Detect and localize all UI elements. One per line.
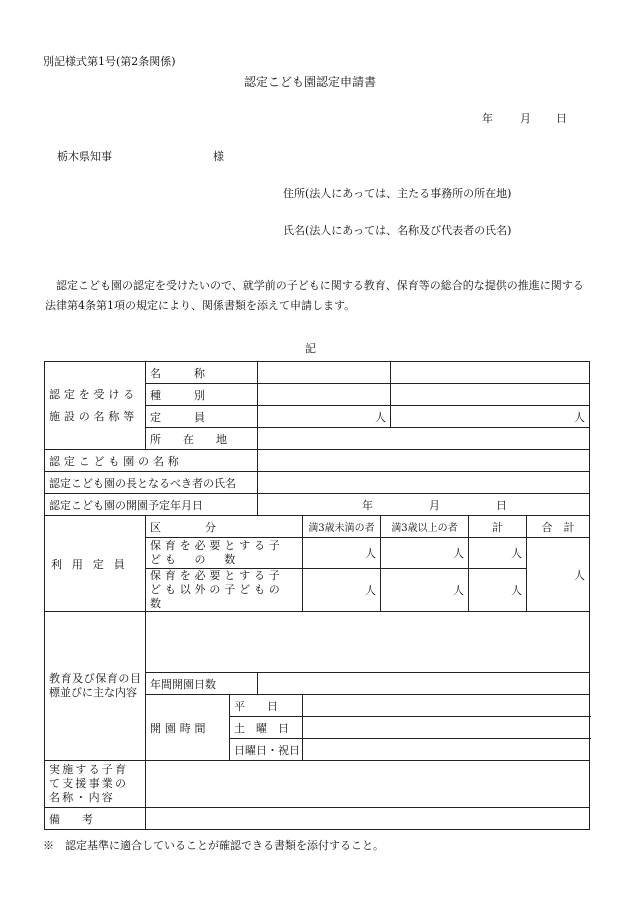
sunday-holiday-hours-value[interactable] [303, 739, 590, 761]
opening-date-value[interactable] [258, 494, 590, 516]
name-label: 氏名(法人にあっては、名称及び代表者の氏名) [283, 224, 512, 237]
weekday-hours-value[interactable] [303, 695, 590, 717]
need-care-label: 保育を必要とする子ども の 数 [146, 538, 303, 569]
annual-days-value[interactable] [258, 673, 590, 695]
col-total: 計 [469, 516, 527, 538]
remarks-label: 備 考 [45, 808, 146, 830]
director-name-value[interactable] [258, 472, 590, 494]
col-over3: 満3歳以上の者 [381, 516, 469, 538]
need-care-total[interactable]: 人 [469, 538, 527, 569]
kodomoen-name-value[interactable] [258, 450, 590, 472]
application-statement: 認定こども園の認定を受けたいので、就学前の子どもに関する教育、保育等の総合的な提供の推進に関する法律第4条第1項の規定により、関係書類を添えて申請します。 [45, 279, 584, 312]
sunday-holiday-label: 日曜日・祝日 [230, 739, 303, 761]
goals-value[interactable] [146, 612, 590, 673]
footnote: ※ 認定基準に適合していることが確認できる書類を添付すること。 [43, 839, 384, 852]
application-table [44, 361, 590, 830]
facility-capacity-value-1[interactable]: 人 [258, 406, 391, 428]
weekday-label: 平 日 [230, 695, 303, 717]
row-type-label: 種 別 [146, 384, 258, 406]
col-kubun: 区 分 [146, 516, 303, 538]
no-need-care-label: 保育を必要とする子ども以外の子どもの数 [146, 569, 303, 612]
usage-capacity-label: 利用定員 [45, 516, 146, 612]
need-care-over3[interactable]: 人 [381, 538, 469, 569]
honorific: 様 [213, 150, 224, 163]
address-label: 住所(法人にあっては、主たる事務所の所在地) [283, 187, 512, 200]
opening-year: 年 [362, 498, 373, 512]
date-month: 月 [520, 112, 531, 125]
facility-group-label: 認定を受ける施設の名称等 [45, 362, 146, 450]
facility-type-value-1[interactable] [258, 384, 391, 406]
date-day: 日 [556, 112, 567, 125]
facility-type-value-2[interactable] [391, 384, 590, 406]
no-need-care-total[interactable]: 人 [469, 569, 527, 612]
no-need-care-under3[interactable]: 人 [303, 569, 381, 612]
row-location-label: 所 在 地 [146, 428, 258, 450]
row-name-label: 名 称 [146, 362, 258, 384]
ki-heading: 記 [305, 342, 316, 355]
opening-date-label: 認定こども園の開園予定年月日 [45, 494, 258, 516]
facility-name-value-2[interactable] [391, 362, 590, 384]
row-capacity-label: 定 員 [146, 406, 258, 428]
facility-name-value-1[interactable] [258, 362, 391, 384]
no-need-care-over3[interactable]: 人 [381, 569, 469, 612]
facility-capacity-value-2[interactable]: 人 [391, 406, 590, 428]
remarks-value[interactable] [146, 808, 590, 830]
opening-day: 日 [496, 498, 507, 512]
facility-location-value[interactable] [258, 428, 590, 450]
form-number: 別記様式第1号(第2条関係) [43, 55, 176, 68]
date-year: 年 [482, 112, 493, 125]
support-label: 実施する子育て支援事業の名称・内容 [45, 761, 146, 808]
col-grand-total: 合 計 [527, 516, 590, 538]
support-value[interactable] [146, 761, 590, 808]
grand-total-value[interactable]: 人 [527, 538, 590, 612]
annual-days-label: 年間開園日数 [146, 673, 258, 695]
saturday-label: 土 曜 日 [230, 717, 303, 739]
director-name-label: 認定こども園の長となるべき者の氏名 [45, 472, 258, 494]
opening-month: 月 [429, 498, 440, 512]
document-title: 認定こども園認定申請書 [244, 75, 377, 89]
kodomoen-name-label: 認定こども園の名称 [45, 450, 258, 472]
opening-hours-label: 開園時間 [146, 695, 230, 761]
saturday-hours-value[interactable] [303, 717, 590, 739]
addressee: 栃木県知事 [57, 150, 112, 163]
col-under3: 満3歳未満の者 [303, 516, 381, 538]
need-care-under3[interactable]: 人 [303, 538, 381, 569]
goals-label: 教育及び保育の目標並びに主な内容 [45, 612, 146, 761]
